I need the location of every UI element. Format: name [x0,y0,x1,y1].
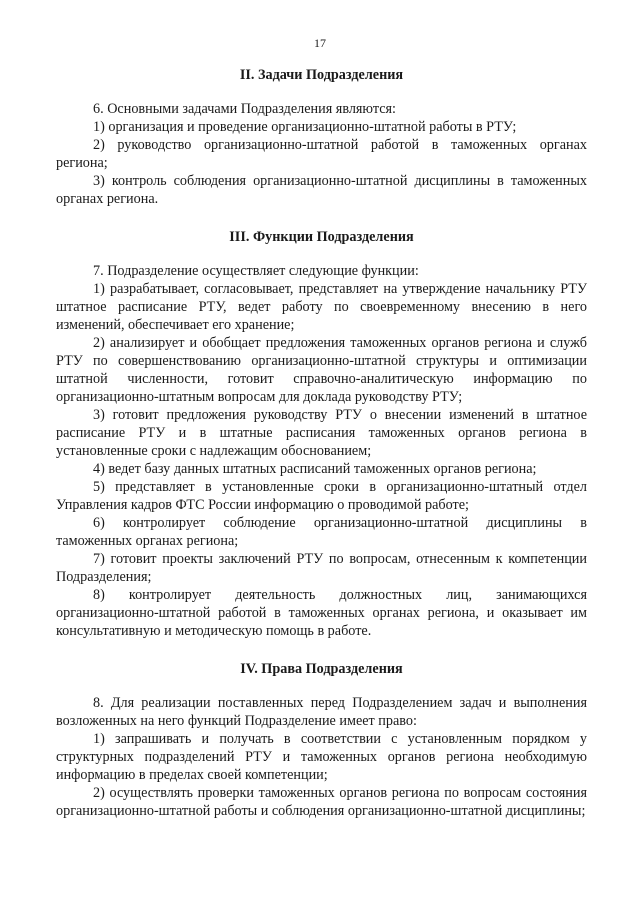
paragraph-6-item-2: 2) руководство организационно-штатной работой в таможенных органах региона; [56,137,587,171]
paragraph-7-intro: 7. Подразделение осуществляет следующие функции: [93,263,419,279]
paragraph-8-intro: 8. Для реализации поставленных перед Подразделением задач и выполнения возложенных на него функций Подразделение имеет право: [56,695,587,729]
paragraph-7-item-3: 3) готовит предложения руководству РТУ о внесении изменений в штатное расписание РТУ и в штатные расписания таможенных органов региона в установленные сроки с надлежащим обоснованием; [56,407,587,459]
section-heading-functions: III. Функции Подразделения [229,229,414,245]
section-rights [56,660,587,820]
section-functions [56,228,587,640]
paragraph-7-item-4: 4) ведет базу данных штатных расписаний таможенных органов региона; [93,461,537,477]
paragraph-7-item-5: 5) представляет в установленные сроки в организационно-штатный отдел Управления кадров ФТС России информацию о проводимой работе; [56,479,587,513]
paragraph-8-item-2: 2) осуществлять проверки таможенных органов региона по вопросам состояния организационно-штатной работы и соблюдения организационно-штатной дисциплины; [56,785,587,819]
section-tasks [56,66,587,208]
paragraph-7-item-7: 7) готовит проекты заключений РТУ по вопросам, отнесенным к компетенции Подразделения; [56,551,587,585]
paragraph-6-item-1: 1) организация и проведение организационно-штатной работы в РТУ; [93,119,517,135]
paragraph-6-intro: 6. Основными задачами Подразделения являются: [93,101,396,117]
page-number: 17 [314,36,326,50]
document-body [56,66,587,820]
paragraph-7-item-8: 8) контролирует деятельность должностных лиц, занимающихся организационно-штатной работой в таможенных органах региона, и оказывает им консультативную и методическую помощь в работе. [56,587,587,639]
paragraph-8-item-1: 1) запрашивать и получать в соответствии с установленным порядком у структурных подразделений РТУ и таможенных органов региона необходимую информацию в пределах своей компетенции; [56,731,587,783]
paragraph-6-item-3: 3) контроль соблюдения организационно-штатной дисциплины в таможенных органах региона. [56,173,587,207]
paragraph-7-item-6: 6) контролирует соблюдение организационно-штатной дисциплины в таможенных органах региона; [56,515,587,549]
paragraph-7-item-2: 2) анализирует и обобщает предложения таможенных органов региона и служб РТУ по совершенствованию организационно-штатной структуры и оптимизации штатной численности, готовит справочно-аналитическую информацию по организационно-штатным вопросам для доклада руководству РТУ; [56,335,587,405]
section-heading-tasks: II. Задачи Подразделения [239,67,404,83]
paragraph-7-item-1: 1) разрабатывает, согласовывает, представляет на утверждение начальнику РТУ штатное расписание РТУ, ведет работу по своевременному внесению в него изменений, обеспечивает его хранение; [56,281,587,333]
section-heading-rights: IV. Права Подразделения [240,661,403,677]
